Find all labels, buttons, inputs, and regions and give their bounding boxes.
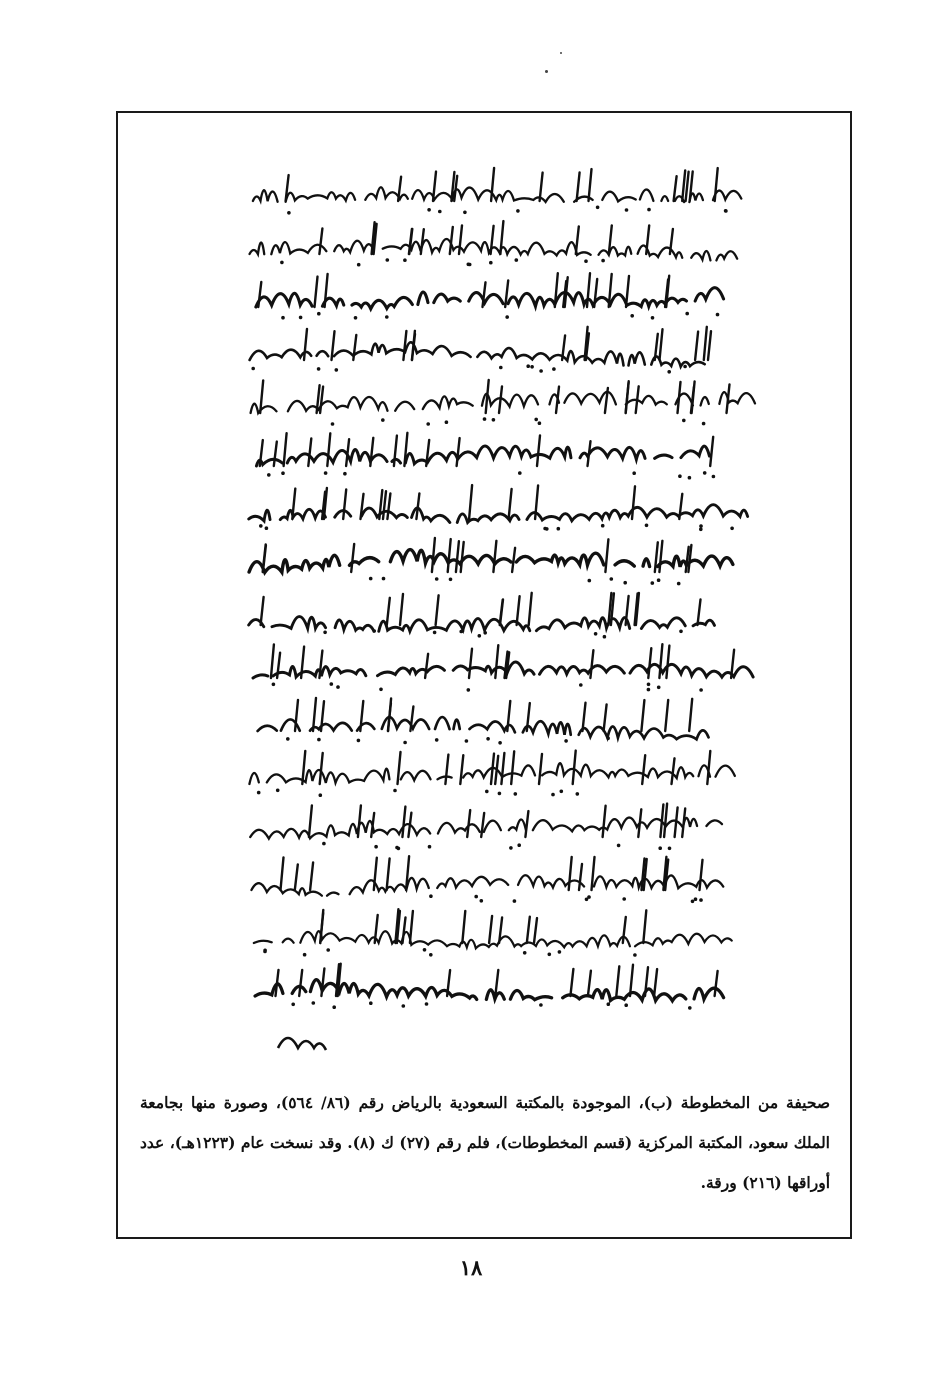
manuscript-line [250, 221, 738, 266]
manuscript-line [256, 273, 724, 319]
handwriting-strokes [238, 153, 818, 1053]
manuscript-line [249, 538, 737, 585]
manuscript-line [251, 380, 755, 426]
scan-speck [545, 70, 548, 73]
manuscript-line [249, 593, 720, 639]
manuscript-image [238, 153, 818, 1053]
manuscript-line [256, 433, 715, 480]
manuscript-line [255, 964, 723, 1010]
page-number: ١٨ [459, 1255, 483, 1280]
manuscript-line [258, 698, 709, 745]
manuscript-line [253, 168, 741, 215]
manuscript-line [249, 751, 734, 797]
scan-speck [560, 52, 562, 54]
caption-text: صحيفة من المخطوطة (ب)، الموجودة بالمكتبة السعودية بالرياض رقم (٨٦/ ٥٦٤)، وصورة منها بجامعة الملك سعود، المكتبة المركزية (قسم المخطوطات)، فلم رقم (٢٧) ك (٨). وقد نسخت عام (١٢٢٣هـ)، عدد أوراقها (٢١٦) ورقة. [140, 1093, 831, 1192]
manuscript-flourish [278, 1038, 326, 1050]
document-frame [116, 111, 852, 1239]
manuscript-line [251, 856, 723, 903]
manuscript-line [249, 485, 748, 531]
manuscript-line [253, 644, 761, 692]
manuscript-line [254, 909, 732, 957]
manuscript-line [250, 804, 726, 851]
manuscript-line [250, 327, 711, 374]
